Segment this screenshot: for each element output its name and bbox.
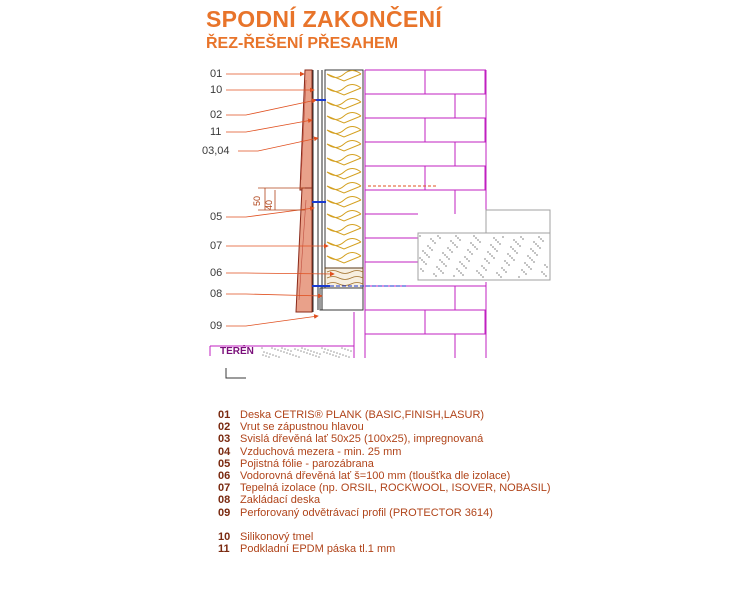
callout-11: 11 [210,126,222,138]
callout-08: 08 [210,288,223,300]
base-plate [320,288,363,310]
drawing-subtitle: ŘEZ-ŘEŠENÍ PŘESAHEM [206,35,399,52]
callout-10: 10 [210,84,223,96]
legend-num: 04 [218,445,231,458]
callout-07: 07 [210,240,223,252]
legend-num: 03 [218,433,231,446]
legend-num: 11 [218,542,230,555]
legend-num: 02 [218,421,231,434]
legend-item [218,433,678,445]
legend-text: Silikonový tmel [240,530,314,543]
legend-text: Perforovaný odvětrávací profil (PROTECTOR 3614) [240,506,493,519]
masonry-wall [365,70,486,358]
legend-item [218,409,678,421]
drawing-title: SPODNÍ ZAKONČENÍ [206,6,443,32]
cladding-boards [296,70,312,312]
callout-09: 09 [210,320,223,332]
legend-text: Vzduchová mezera - min. 25 mm [240,445,402,458]
callout-06: 06 [210,267,223,279]
legend-item [218,543,678,555]
legend-text: Vodorovná dřevěná lať š=100 mm (tloušťka dle izolace) [240,469,511,482]
legend-item [218,458,678,470]
legend-item [218,507,678,519]
legend-num: 05 [218,457,231,470]
callout-01: 01 [210,68,223,80]
legend-num: 10 [218,530,231,543]
callout-02: 02 [210,109,223,121]
legend-text: Podkladní EPDM páska tl.1 mm [240,542,396,555]
legend-item [218,421,678,433]
legend-text: Deska CETRIS® PLANK (BASIC,FINISH,LASUR) [240,409,485,421]
legend-item [218,531,678,543]
legend-text: Pojistná fólie - parozábrana [240,457,374,470]
legend-num: 07 [218,482,231,495]
ground [210,312,354,378]
legend-num: 08 [218,494,231,507]
dimension-inner: 40 [264,199,274,210]
callout-05: 05 [210,211,223,223]
legend-text: Svislá dřevěná lať 50x25 (100x25), impregnovaná [240,433,484,446]
legend-item [218,494,678,506]
legend-text: Vrut se zápustnou hlavou [240,421,364,434]
legend-item [218,482,678,494]
ceiling-slab [418,210,550,280]
legend-num: 09 [218,506,231,519]
legend-num: 06 [218,469,231,482]
thermal-insulation [325,70,363,285]
legend-num: 01 [218,409,231,421]
legend-text: Tepelná izolace (np. ORSIL, ROCKWOOL, ISOVER, NOBASIL) [240,482,551,495]
legend [218,409,678,555]
ground-label: TERÉN [220,346,254,357]
legend-item [218,470,678,482]
wood-lath [325,268,363,288]
dimension-outer: 50 [252,195,262,206]
membrane-battens [313,70,322,312]
legend-item [218,446,678,458]
callout-03-04: 03,04 [202,145,230,157]
legend-text: Zakládací deska [240,494,321,507]
